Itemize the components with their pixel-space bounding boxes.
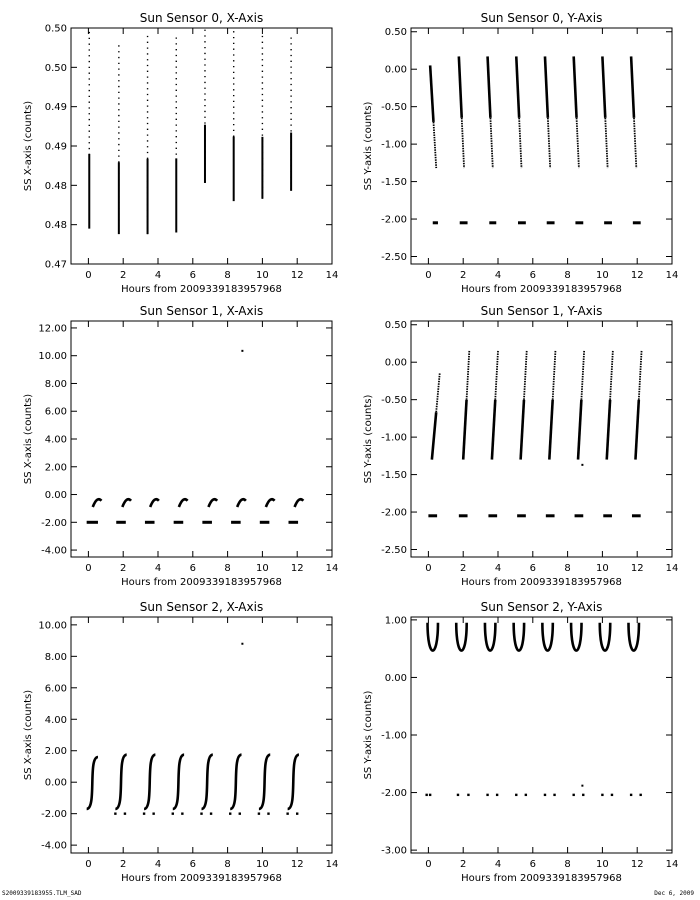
dot-b	[267, 812, 269, 814]
data-scurve-2	[144, 755, 155, 809]
data-outlier-0	[581, 785, 583, 787]
chart-panel-4	[23, 600, 338, 884]
data-ucurve-7	[629, 623, 639, 651]
ramp-solid	[432, 412, 436, 459]
y-tick-label: -2.00	[381, 214, 407, 226]
y-tick-label: 0.50	[384, 27, 407, 39]
y-axis-label: SS X-axis (counts)	[23, 689, 34, 781]
dot-a	[544, 794, 546, 796]
chart-panel-0	[23, 11, 338, 295]
data-arc-7	[295, 499, 304, 507]
data-ucurve-6	[600, 623, 610, 651]
y-tick-label: 0.00	[384, 357, 407, 369]
dot-a	[114, 812, 116, 814]
x-axis-label: Hours from 2009339183957968	[461, 284, 622, 295]
x-tick-label: 8	[224, 270, 231, 281]
dot-a	[630, 794, 632, 796]
x-tick-label: 2	[120, 563, 127, 574]
dot-b	[429, 794, 431, 796]
y-tick-label: 6.00	[44, 406, 67, 418]
ramp-solid	[635, 400, 638, 460]
data-dotpair-5	[258, 812, 270, 814]
x-tick-label: 8	[224, 563, 231, 574]
footer-date: Dec 6, 2009	[654, 890, 694, 897]
y-tick-label: 8.00	[44, 651, 67, 663]
y-tick-label: 0.50	[44, 62, 67, 74]
x-tick-label: 12	[630, 563, 644, 574]
y-tick-label: -2.00	[41, 517, 67, 529]
chart-title: Sun Sensor 1, X-Axis	[139, 304, 264, 318]
x-tick-label: 14	[665, 270, 679, 281]
ramp-sparse	[639, 351, 642, 400]
chart-panel-1	[363, 11, 678, 295]
x-axis-label: Hours from 2009339183957968	[461, 577, 622, 588]
data-dotpair-4	[544, 794, 556, 796]
y-tick-label: -1.00	[381, 730, 407, 742]
dot-a	[425, 794, 427, 796]
dot-b	[496, 794, 498, 796]
ramp-solid	[549, 400, 552, 460]
data-arc-3	[179, 499, 188, 507]
y-tick-label: 12.00	[38, 323, 67, 335]
x-tick-label: 14	[665, 563, 679, 574]
x-tick-label: 10	[596, 270, 609, 281]
chart-title: Sun Sensor 0, Y-Axis	[480, 11, 603, 25]
x-tick-label: 0	[85, 859, 92, 870]
ramp-solid	[521, 400, 524, 460]
data-ramp-1	[463, 351, 469, 460]
x-tick-label: 4	[494, 270, 502, 281]
y-axis-label: SS Y-axis (counts)	[363, 394, 374, 484]
data-ucurve-2	[485, 623, 495, 651]
y-tick-label: 6.00	[44, 683, 67, 695]
x-tick-label: 2	[120, 270, 127, 281]
x-tick-label: 8	[564, 270, 571, 281]
data-dotpair-1	[143, 812, 155, 814]
y-tick-label: 0.00	[384, 64, 407, 76]
dot-a	[286, 812, 288, 814]
ramp-solid	[607, 400, 610, 460]
data-ucurve-0	[428, 623, 438, 651]
y-tick-label: -0.50	[381, 395, 407, 407]
data-scurve-5	[230, 755, 241, 809]
x-tick-label: 6	[189, 563, 196, 574]
x-tick-label: 8	[564, 859, 571, 870]
data-ramp-7	[635, 351, 641, 460]
dot-a	[229, 812, 231, 814]
data-ramp-0	[432, 373, 440, 459]
x-axis-label: Hours from 2009339183957968	[121, 873, 282, 884]
y-tick-label: -4.00	[41, 840, 67, 852]
y-tick-label: 0.48	[44, 220, 67, 232]
y-tick-label: 0.48	[44, 180, 67, 192]
x-tick-label: 2	[460, 270, 467, 281]
data-ramp-3	[516, 56, 521, 168]
y-tick-label: 0.50	[44, 23, 67, 35]
x-tick-label: 0	[85, 270, 92, 281]
dot-b	[467, 794, 469, 796]
x-tick-label: 4	[154, 563, 162, 574]
y-axis-label: SS X-axis (counts)	[23, 100, 34, 192]
chart-title: Sun Sensor 1, Y-Axis	[480, 304, 603, 318]
dot-b	[124, 812, 126, 814]
dot-b	[210, 812, 212, 814]
ramp-sparse	[495, 351, 498, 400]
series-vstrip	[89, 30, 291, 235]
y-tick-label: 2.00	[44, 746, 67, 758]
dot-b	[639, 794, 641, 796]
data-dotpair-6	[601, 794, 613, 796]
data-arc-5	[237, 499, 246, 507]
data-dotpair-1	[457, 794, 470, 796]
x-tick-label: 6	[529, 859, 536, 870]
data-ucurve-3	[514, 623, 524, 651]
x-tick-label: 4	[154, 270, 162, 281]
data-arc-4	[208, 499, 217, 507]
data-ramp-7	[631, 56, 636, 168]
x-tick-label: 4	[494, 859, 502, 870]
x-tick-label: 14	[325, 859, 339, 870]
x-tick-label: 6	[529, 270, 536, 281]
y-tick-label: -1.00	[381, 139, 407, 151]
data-ramp-5	[578, 351, 584, 460]
ramp-solid	[463, 400, 466, 460]
y-tick-label: -3.00	[381, 845, 407, 857]
y-tick-label: 10.00	[38, 620, 67, 632]
dot-a	[486, 794, 488, 796]
ramp-solid	[459, 56, 462, 117]
ramp-solid	[574, 56, 577, 117]
plot-frame	[411, 617, 672, 853]
x-tick-label: 12	[290, 563, 304, 574]
footer-filename: S2009339183955.TLM_SAD	[2, 890, 82, 897]
y-tick-label: 0.50	[384, 320, 407, 332]
series-dot	[241, 350, 243, 352]
plot-frame	[411, 321, 672, 557]
chart-title: Sun Sensor 2, Y-Axis	[480, 600, 603, 614]
x-tick-label: 0	[85, 563, 92, 574]
ramp-sparse	[610, 351, 613, 400]
x-axis-label: Hours from 2009339183957968	[121, 577, 282, 588]
data-scurve-4	[202, 755, 213, 809]
data-ramp-2	[488, 56, 493, 168]
series-ucurve	[428, 623, 639, 651]
ramp-sparse	[605, 118, 607, 168]
ramp-sparse	[519, 118, 521, 168]
x-tick-label: 10	[256, 270, 269, 281]
data-scurve-3	[173, 755, 184, 809]
data-ramp-6	[607, 351, 613, 460]
ramp-solid	[516, 56, 519, 117]
x-tick-label: 14	[325, 563, 339, 574]
data-dotpair-7	[630, 794, 642, 796]
y-axis-label: SS Y-axis (counts)	[363, 690, 374, 780]
ramp-sparse	[462, 118, 464, 168]
data-dotpair-6	[286, 812, 298, 814]
x-tick-label: 0	[425, 563, 432, 574]
plot-frame	[71, 28, 332, 264]
x-tick-label: 6	[189, 270, 196, 281]
y-tick-label: 4.00	[44, 434, 67, 446]
x-tick-label: 14	[325, 270, 339, 281]
data-arc-1	[122, 499, 131, 507]
x-tick-label: 2	[120, 859, 127, 870]
y-tick-label: 8.00	[44, 378, 67, 390]
y-tick-label: 0.49	[44, 141, 67, 153]
x-tick-label: 0	[425, 859, 432, 870]
y-tick-label: 2.00	[44, 462, 67, 474]
y-tick-label: -1.50	[381, 470, 407, 482]
data-scurve-0	[87, 757, 98, 809]
x-tick-label: 0	[425, 270, 432, 281]
data-ramp-2	[492, 351, 498, 460]
ramp-sparse	[577, 118, 579, 168]
data-dotpair-0	[114, 812, 126, 814]
data-scurve-7	[288, 755, 299, 809]
y-tick-label: 0.00	[44, 777, 67, 789]
data-arc-2	[150, 499, 159, 507]
ramp-solid	[430, 65, 433, 121]
data-dotpair-3	[515, 794, 527, 796]
dot-a	[258, 812, 260, 814]
y-tick-label: 0.49	[44, 102, 67, 114]
y-tick-label: -4.00	[41, 545, 67, 557]
data-ucurve-1	[456, 623, 466, 651]
data-ramp-0	[430, 65, 436, 168]
dot-b	[582, 794, 584, 796]
dot-a	[457, 794, 459, 796]
plot-frame	[71, 617, 332, 853]
series-dot	[241, 643, 243, 645]
y-tick-label: 10.00	[38, 351, 67, 363]
x-tick-label: 8	[224, 859, 231, 870]
chart-panel-3	[363, 304, 678, 588]
ramp-solid	[602, 56, 605, 117]
data-outlier-0	[241, 643, 243, 645]
dot-a	[143, 812, 145, 814]
x-tick-label: 10	[596, 563, 609, 574]
x-tick-label: 6	[189, 859, 196, 870]
y-tick-label: 0.47	[44, 259, 67, 271]
series-dot	[581, 785, 583, 787]
plot-frame	[411, 28, 672, 264]
x-tick-label: 12	[290, 270, 304, 281]
dot-a	[515, 794, 517, 796]
series-dots	[114, 812, 298, 814]
dot-b	[525, 794, 527, 796]
y-tick-label: 0.00	[384, 672, 407, 684]
x-tick-label: 10	[256, 859, 269, 870]
y-tick-label: -1.00	[381, 432, 407, 444]
ramp-sparse	[467, 351, 470, 400]
dot-b	[553, 794, 555, 796]
data-ramp-4	[549, 351, 555, 460]
dot-b	[296, 812, 298, 814]
dot-b	[239, 812, 241, 814]
dot-a	[172, 812, 174, 814]
x-tick-label: 14	[665, 859, 679, 870]
data-dotpair-3	[200, 812, 212, 814]
data-dotpair-0	[425, 794, 431, 796]
ramp-sparse	[436, 373, 440, 412]
series-arc	[93, 499, 304, 507]
y-tick-label: -2.50	[381, 252, 407, 264]
chart-title: Sun Sensor 2, X-Axis	[139, 600, 264, 614]
y-tick-label: 0.00	[44, 490, 67, 502]
y-axis-label: SS Y-axis (counts)	[363, 101, 374, 191]
data-dotpair-2	[172, 812, 184, 814]
x-tick-label: 10	[256, 563, 269, 574]
ramp-sparse	[634, 118, 636, 168]
data-arc-0	[93, 499, 102, 507]
x-tick-label: 2	[460, 859, 467, 870]
series-scurve	[87, 755, 299, 809]
data-arc-6	[266, 499, 275, 507]
y-tick-label: 1.00	[384, 615, 407, 627]
ramp-solid	[631, 56, 634, 117]
dot-a	[572, 794, 574, 796]
data-ramp-4	[545, 56, 550, 168]
data-ucurve-4	[542, 623, 552, 651]
x-tick-label: 4	[494, 563, 502, 574]
y-tick-label: -2.50	[381, 545, 407, 557]
dot-b	[181, 812, 183, 814]
data-dotpair-2	[486, 794, 498, 796]
x-axis-label: Hours from 2009339183957968	[461, 873, 622, 884]
data-outlier-0	[581, 464, 583, 466]
chart-panel-5	[363, 600, 678, 884]
ramp-sparse	[524, 351, 527, 400]
ramp-solid	[492, 400, 495, 460]
x-tick-label: 6	[529, 563, 536, 574]
series-dot	[581, 464, 583, 466]
y-tick-label: 4.00	[44, 714, 67, 726]
x-axis-label: Hours from 2009339183957968	[121, 284, 282, 295]
y-tick-label: -2.00	[381, 507, 407, 519]
y-tick-label: -2.00	[381, 788, 407, 800]
ramp-sparse	[553, 351, 556, 400]
series-ramp	[430, 56, 636, 168]
x-tick-label: 12	[630, 270, 644, 281]
dot-b	[152, 812, 154, 814]
y-tick-label: -0.50	[381, 102, 407, 114]
dot-b	[611, 794, 613, 796]
ramp-solid	[545, 56, 548, 117]
dot-a	[200, 812, 202, 814]
data-outlier-0	[241, 350, 243, 352]
x-tick-label: 12	[290, 859, 304, 870]
data-ramp-1	[459, 56, 464, 168]
ramp-sparse	[433, 122, 436, 168]
chart-panel-2	[23, 304, 338, 588]
x-tick-label: 4	[154, 859, 162, 870]
ramp-solid	[578, 400, 581, 460]
series-ramp	[432, 351, 642, 460]
data-dotpair-5	[572, 794, 584, 796]
series-dots	[425, 794, 641, 796]
ramp-sparse	[490, 118, 492, 168]
x-tick-label: 12	[630, 859, 644, 870]
data-scurve-1	[115, 755, 126, 809]
data-ramp-6	[602, 56, 607, 168]
data-scurve-6	[259, 755, 270, 809]
ramp-sparse	[548, 118, 550, 168]
data-dotpair-4	[229, 812, 241, 814]
y-tick-label: -2.00	[41, 809, 67, 821]
dot-a	[601, 794, 603, 796]
data-ramp-5	[574, 56, 579, 168]
x-tick-label: 2	[460, 563, 467, 574]
y-axis-label: SS X-axis (counts)	[23, 393, 34, 485]
ramp-solid	[488, 56, 491, 117]
chart-title: Sun Sensor 0, X-Axis	[139, 11, 264, 25]
data-ucurve-5	[571, 623, 581, 651]
y-tick-label: -1.50	[381, 177, 407, 189]
x-tick-label: 10	[596, 859, 609, 870]
data-ramp-3	[521, 351, 527, 460]
x-tick-label: 8	[564, 563, 571, 574]
ramp-sparse	[581, 351, 584, 400]
